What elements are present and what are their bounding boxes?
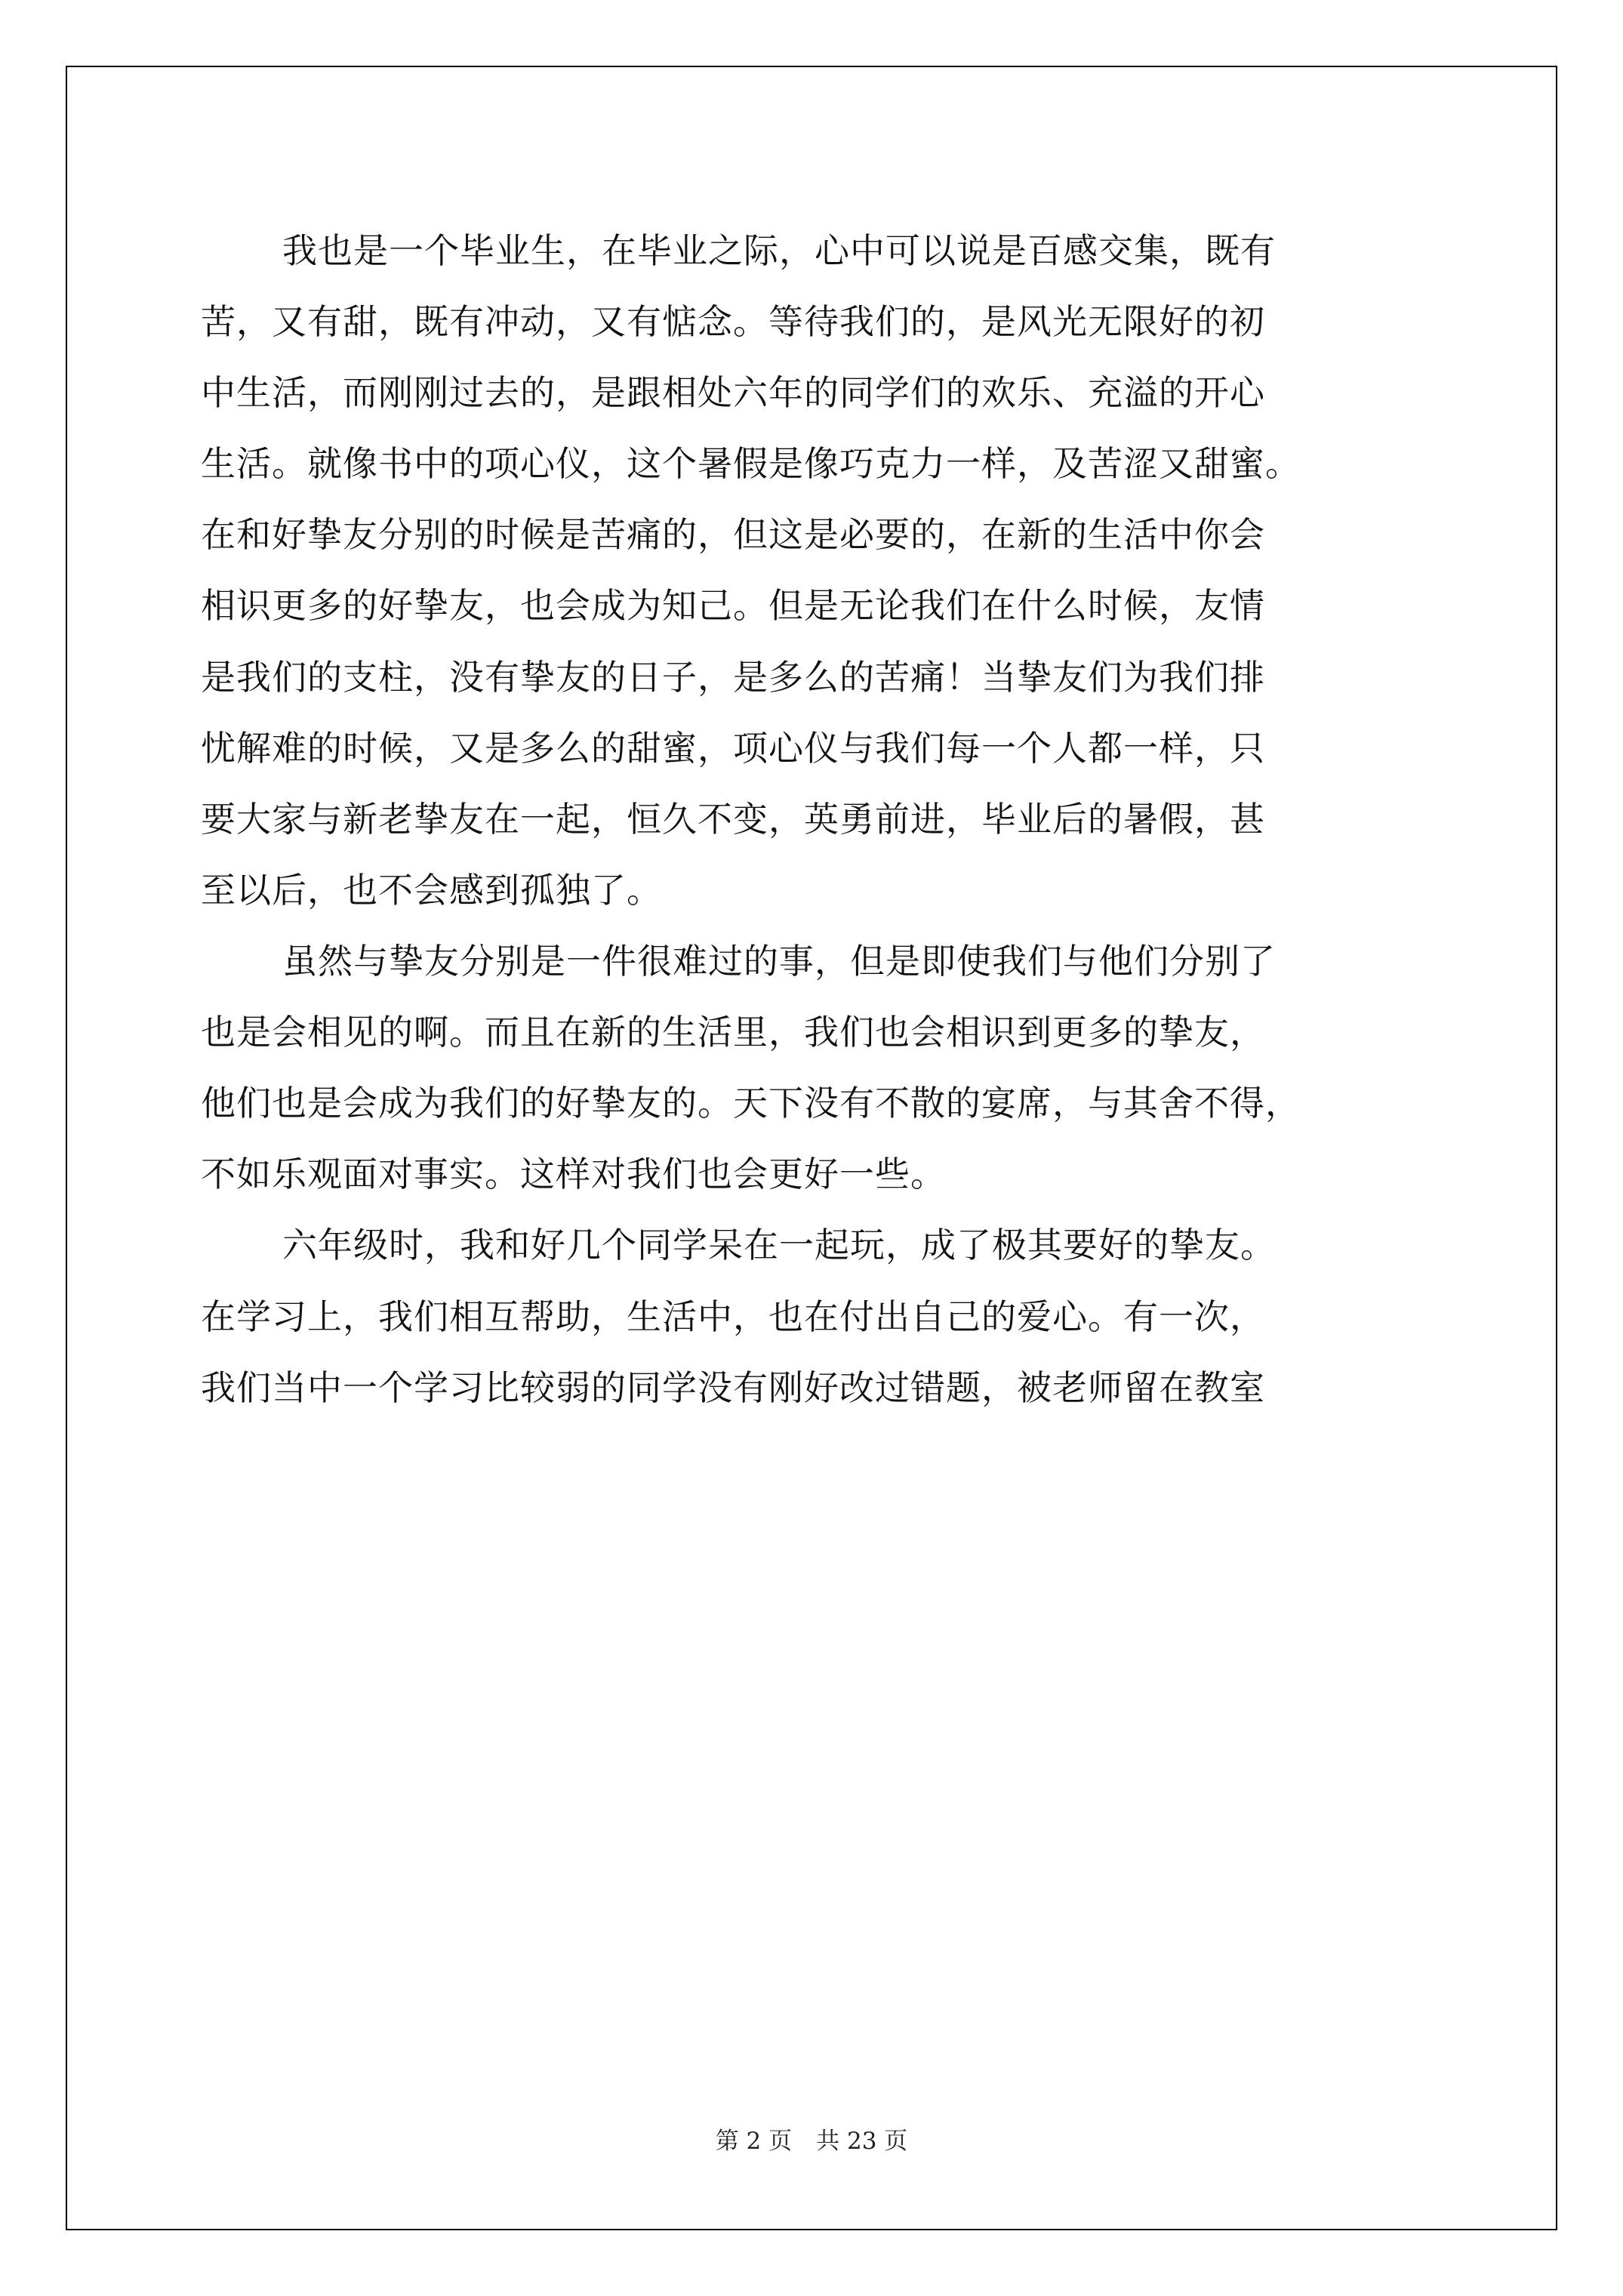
- text-line: 忧解难的时候，又是多么的甜蜜，项心仪与我们每一个人都一样，只: [201, 728, 1265, 769]
- text-line: 相识更多的好挚友，也会成为知己。但是无论我们在什么时候，友情: [201, 585, 1265, 626]
- text-line: 要大家与新老挚友在一起，恒久不变，英勇前进，毕业后的暑假，甚: [201, 799, 1265, 840]
- text-line: 苦，又有甜，既有冲动，又有惦念。等待我们的，是风光无限好的初: [201, 301, 1265, 342]
- page-footer: [0, 2126, 1623, 2156]
- text-line: 在和好挚友分别的时候是苦痛的，但这是必要的，在新的生活中你会: [201, 514, 1265, 555]
- text-line: 是我们的支柱，没有挚友的日子，是多么的苦痛！当挚友们为我们排: [201, 657, 1265, 698]
- page-number: 第 2 页: [715, 2128, 793, 2155]
- text-line: 六年级时，我和好几个同学呆在一起玩，成了极其要好的挚友。: [282, 1225, 1276, 1265]
- text-line: 虽然与挚友分别是一件很难过的事，但是即使我们与他们分别了: [282, 941, 1276, 982]
- text-line: 中生活，而刚刚过去的，是跟相处六年的同学们的欢乐、充溢的开心: [201, 372, 1265, 413]
- text-line: 生活。就像书中的项心仪，这个暑假是像巧克力一样，及苦涩又甜蜜。: [201, 443, 1301, 484]
- text-line: 我也是一个毕业生，在毕业之际，心中可以说是百感交集，既有: [282, 230, 1276, 271]
- text-line: 在学习上，我们相互帮助，生活中，也在付出自己的爱心。有一次，: [201, 1296, 1265, 1337]
- text-line: 至以后，也不会感到孤独了。: [201, 870, 662, 911]
- text-line: 他们也是会成为我们的好挚友的。天下没有不散的宴席，与其舍不得，: [201, 1083, 1301, 1123]
- text-line: 不如乐观面对事实。这样对我们也会更好一些。: [201, 1154, 946, 1194]
- text-line: 也是会相见的啊。而且在新的生活里，我们也会相识到更多的挚友，: [201, 1012, 1265, 1052]
- text-line: 我们当中一个学习比较弱的同学没有刚好改过错题，被老师留在教室: [201, 1367, 1265, 1408]
- page-total: 共 23 页: [816, 2128, 908, 2155]
